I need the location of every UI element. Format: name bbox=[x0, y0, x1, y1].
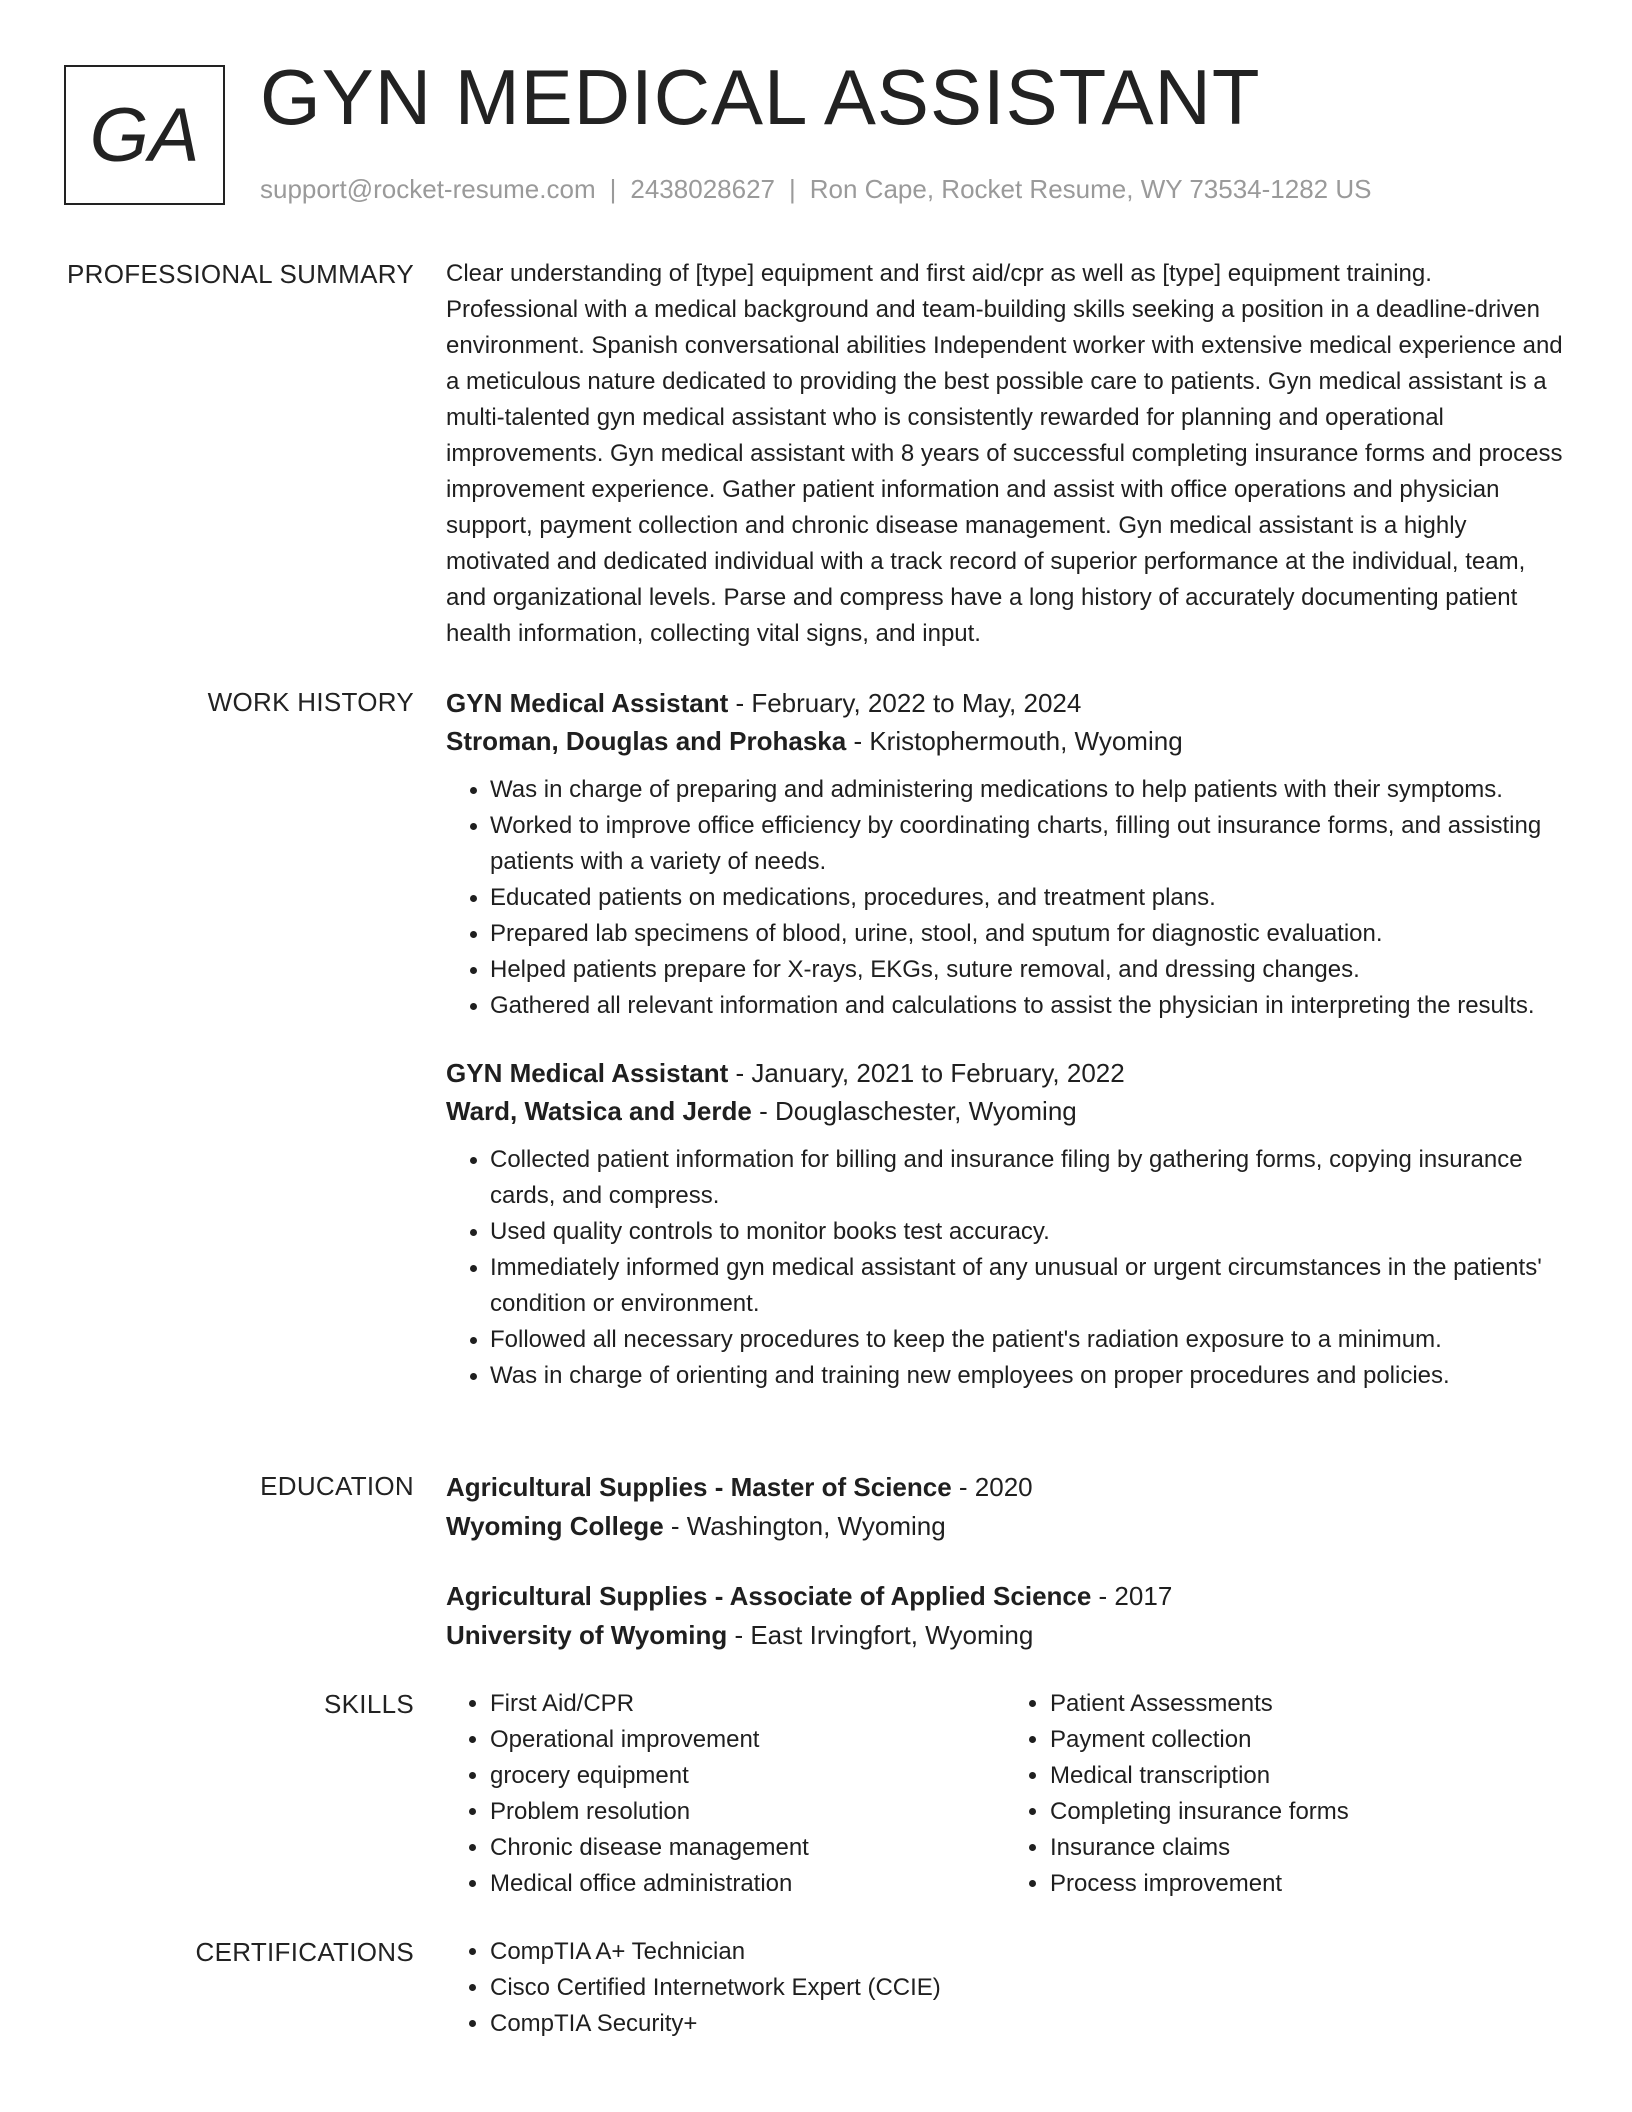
education-entry bbox=[446, 1577, 1566, 1655]
skill-item: • First Aid/CPR bbox=[490, 1686, 1006, 1722]
contact-address: Ron Cape, Rocket Resume, WY 73534-1282 US bbox=[809, 174, 1372, 204]
skill-item: • Chronic disease management bbox=[490, 1830, 1006, 1866]
job-duty: • Worked to improve office efficiency by coordinating charts, filling out insurance forms, and assisting patients with a variety of needs. bbox=[490, 808, 1566, 880]
section-label-certifications: CERTIFICATIONS bbox=[195, 1937, 414, 1967]
education-school: University of Wyoming bbox=[446, 1620, 728, 1650]
job-title: GYN Medical Assistant bbox=[446, 688, 729, 718]
contact-separator: | bbox=[789, 174, 796, 204]
education-entry bbox=[446, 1468, 1566, 1546]
certifications-list bbox=[446, 1934, 1566, 2042]
skills-list-right bbox=[1006, 1686, 1566, 1902]
job-title: GYN Medical Assistant bbox=[446, 1058, 729, 1088]
job-duty: • Followed all necessary procedures to keep the patient's radiation exposure to a minimum. bbox=[490, 1322, 1566, 1358]
contact-line bbox=[260, 174, 1371, 205]
education-degree-line bbox=[446, 1468, 1566, 1507]
job-duty: • Was in charge of preparing and administering medications to help patients with their symptoms. bbox=[490, 772, 1566, 808]
skill-item: • Problem resolution bbox=[490, 1794, 1006, 1830]
job-location: - Douglaschester, Wyoming bbox=[751, 1096, 1077, 1126]
job-location: - Kristophermouth, Wyoming bbox=[846, 726, 1183, 756]
skills-list-left bbox=[446, 1686, 1006, 1902]
job-company-line bbox=[446, 1092, 1566, 1130]
job-entry bbox=[446, 1054, 1566, 1394]
job-duty: • Used quality controls to monitor books test accuracy. bbox=[490, 1214, 1566, 1250]
section-label-work-history: WORK HISTORY bbox=[207, 687, 414, 717]
skill-item: • Payment collection bbox=[1050, 1722, 1566, 1758]
education-school-line bbox=[446, 1507, 1566, 1546]
skill-item: • Insurance claims bbox=[1050, 1830, 1566, 1866]
job-duties-list bbox=[446, 772, 1566, 1024]
skill-item: • Process improvement bbox=[1050, 1866, 1566, 1902]
skill-item: • Medical office administration bbox=[490, 1866, 1006, 1902]
education-content bbox=[446, 1468, 1566, 1655]
education-location: - Washington, Wyoming bbox=[663, 1511, 946, 1541]
job-dates: - January, 2021 to February, 2022 bbox=[728, 1058, 1125, 1088]
skill-item: • Completing insurance forms bbox=[1050, 1794, 1566, 1830]
job-company: Ward, Watsica and Jerde bbox=[446, 1096, 752, 1126]
skills-content bbox=[446, 1686, 1566, 1902]
job-company: Stroman, Douglas and Prohaska bbox=[446, 726, 847, 756]
contact-separator: | bbox=[609, 174, 617, 204]
certifications-content bbox=[446, 1934, 1566, 2042]
job-duty: • Educated patients on medications, procedures, and treatment plans. bbox=[490, 880, 1566, 916]
certification-item: • Cisco Certified Internetwork Expert (CCIE) bbox=[490, 1970, 1566, 2006]
summary-text: Clear understanding of [type] equipment and first aid/cpr as well as [type] equipment training. Professional with a medical background and team-building skills seeking a position in a deadline-driven environment. Spanish conversational abilities Independent worker with extensive medical experience and a meticulous nature dedicated to providing the best possible care to patients. Gyn medical assistant is a multi-talented gyn medical assistant who is consistently rewarded for planning and operational improvements. Gyn medical assistant with 8 years of successful completing insurance forms and process improvement experience. Gather patient information and assist with office operations and physician support, payment collection and chronic disease management. Gyn medical assistant is a highly motivated and dedicated individual with a track record of superior performance at the individual, team, and organizational levels. Parse and compress have a long history of accurately documenting patient health information, collecting vital signs, and input. bbox=[446, 260, 1563, 647]
job-duties-list bbox=[446, 1142, 1566, 1394]
education-year: - 2020 bbox=[951, 1472, 1033, 1502]
job-duty: • Collected patient information for billing and insurance filing by gathering forms, copying insurance cards, and compress. bbox=[490, 1142, 1566, 1214]
contact-phone: 2438028627 bbox=[630, 174, 775, 204]
education-degree: Agricultural Supplies - Master of Science bbox=[446, 1472, 952, 1502]
education-year: - 2017 bbox=[1091, 1581, 1173, 1611]
education-degree: Agricultural Supplies - Associate of Applied Science bbox=[446, 1581, 1092, 1611]
education-school-line bbox=[446, 1616, 1566, 1655]
skill-item: • Patient Assessments bbox=[1050, 1686, 1566, 1722]
job-duty: • Immediately informed gyn medical assistant of any unusual or urgent circumstances in the patients' condition or environment. bbox=[490, 1250, 1566, 1322]
job-title-line bbox=[446, 684, 1566, 722]
work-history-content bbox=[446, 684, 1566, 1394]
skill-item: • Operational improvement bbox=[490, 1722, 1006, 1758]
section-label-education: EDUCATION bbox=[260, 1471, 414, 1501]
job-duty: • Prepared lab specimens of blood, urine, stool, and sputum for diagnostic evaluation. bbox=[490, 916, 1566, 952]
certification-item: • CompTIA Security+ bbox=[490, 2006, 1566, 2042]
education-school: Wyoming College bbox=[446, 1511, 664, 1541]
summary-content bbox=[446, 256, 1566, 652]
initials-monogram: GA bbox=[64, 65, 225, 205]
job-entry bbox=[446, 684, 1566, 1024]
job-dates: - February, 2022 to May, 2024 bbox=[728, 688, 1082, 718]
job-title-line bbox=[446, 1054, 1566, 1092]
job-duty: • Gathered all relevant information and calculations to assist the physician in interpreting the results. bbox=[490, 988, 1566, 1024]
job-duty: • Was in charge of orienting and training new employees on proper procedures and policies. bbox=[490, 1358, 1566, 1394]
section-label-summary: PROFESSIONAL SUMMARY bbox=[67, 259, 414, 289]
resume-title: GYN MEDICAL ASSISTANT bbox=[260, 53, 1261, 141]
contact-email: support@rocket-resume.com bbox=[260, 174, 596, 204]
job-duty: • Helped patients prepare for X-rays, EKGs, suture removal, and dressing changes. bbox=[490, 952, 1566, 988]
section-label-skills: SKILLS bbox=[324, 1689, 414, 1719]
education-location: - East Irvingfort, Wyoming bbox=[727, 1620, 1034, 1650]
education-degree-line bbox=[446, 1577, 1566, 1616]
skill-item: • grocery equipment bbox=[490, 1758, 1006, 1794]
skill-item: • Medical transcription bbox=[1050, 1758, 1566, 1794]
certification-item: • CompTIA A+ Technician bbox=[490, 1934, 1566, 1970]
job-company-line bbox=[446, 722, 1566, 760]
